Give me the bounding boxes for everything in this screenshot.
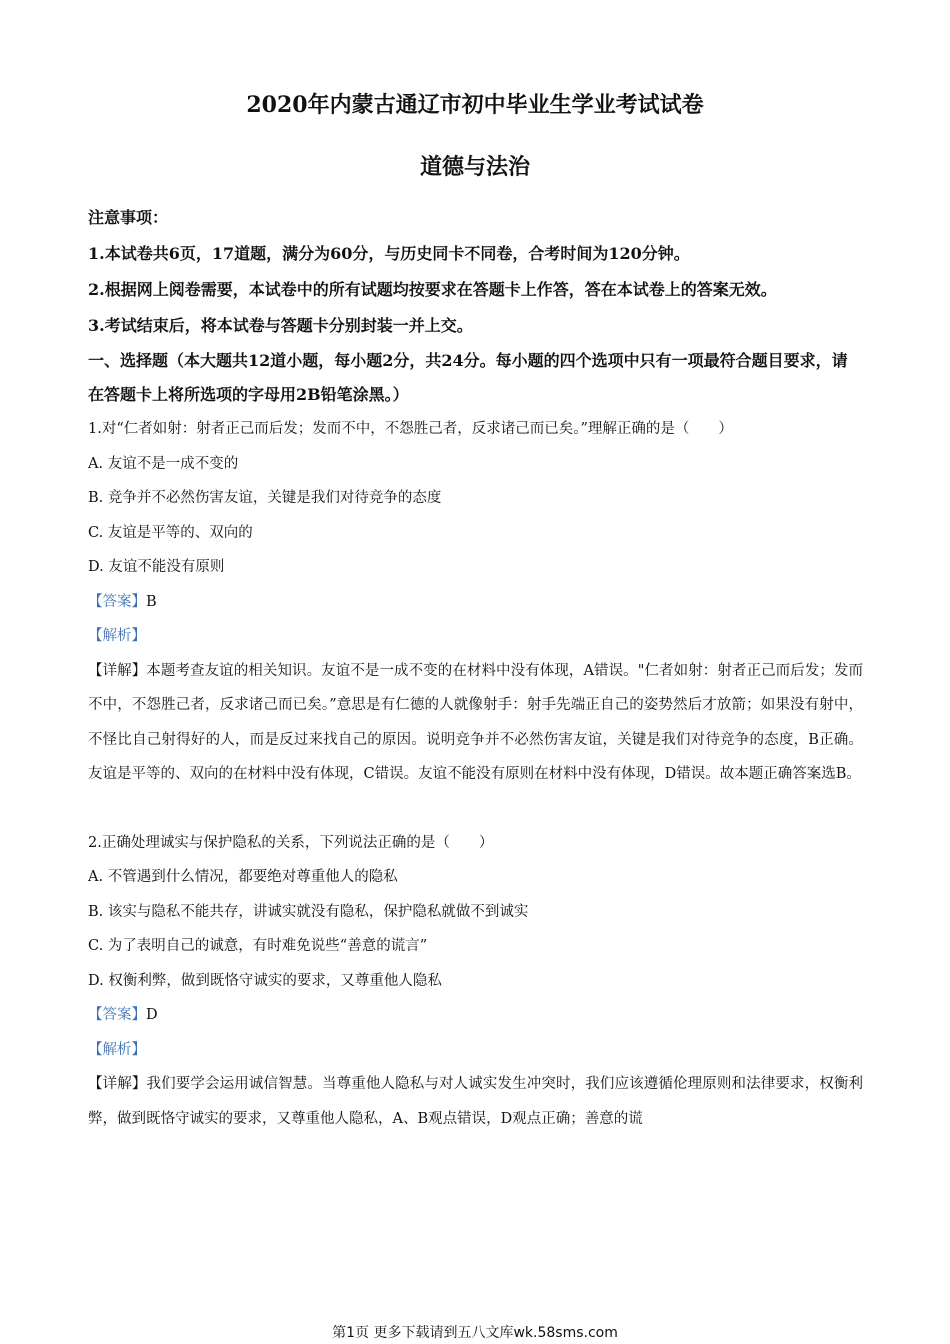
question-option: B. 竞争并不必然伤害友谊，关键是我们对待竞争的态度 bbox=[88, 490, 442, 506]
detail-text: 本题考查友谊的相关知识。友谊不是一成不变的在材料中没有体现，A错误。"仁者如射：射者正己而后发；发而不中，不怨胜己者，反求诸己而已矣。”意思是有仁德的人就像射手：射手先端正自己的姿势然后才放箭；如果没有射中，不怪比自己射得好的人，而是反过来找自己的原因。说明竞争并不必然伤害友谊，关键是我们对待竞争的态度，B正确。友谊是平等的、双向的在材料中没有体现，C错误。友谊不能没有原则在材料中没有体现，D错误。故本题正确答案选B。 bbox=[88, 662, 864, 782]
question-option: C. 为了表明自己的诚意，有时难免说些“善意的谎言” bbox=[88, 938, 428, 954]
analysis-label: 【解析】 bbox=[88, 1041, 146, 1058]
question-option: B. 该实与隐私不能共存，讲诚实就没有隐私，保护隐私就做不到诚实 bbox=[88, 903, 529, 920]
notice-item: 2.根据网上阅卷需要，本试卷中的所有试题均按要求在答题卡上作答，答在本试卷上的答案无效。 bbox=[88, 280, 777, 299]
answer-label: 【答案】 bbox=[88, 1007, 146, 1023]
question-option: A. 友谊不是一成不变的 bbox=[88, 455, 239, 472]
detail-paragraph bbox=[88, 1067, 863, 1136]
notice-heading: 注意事项： bbox=[88, 208, 169, 227]
exam-title: 2020年内蒙古通辽市初中毕业生学业考试试卷 bbox=[246, 92, 704, 118]
question-stem: 1.对“仁者如射：射者正己而后发；发而不中，不怨胜己者，反求诸己而已矣。”理解正确的是（ ） bbox=[88, 421, 733, 437]
detail-label: 【详解】 bbox=[88, 1076, 147, 1092]
answer-label: 【答案】 bbox=[88, 593, 146, 610]
question-option: D. 权衡利弊，做到既恪守诚实的要求，又尊重他人隐私 bbox=[88, 972, 442, 989]
exam-subject: 道德与法治 bbox=[419, 154, 530, 180]
question-stem: 2.正确处理诚实与保护隐私的关系，下列说法正确的是（ ） bbox=[88, 834, 494, 851]
spacer bbox=[88, 792, 863, 826]
answer-value: D bbox=[146, 1007, 158, 1023]
notice-item: 1.本试卷共6页，17道题，满分为60分，与历史同卡不同卷，合考时间为120分钟。 bbox=[88, 244, 690, 263]
detail-label: 【详解】 bbox=[88, 662, 147, 679]
question-option: D. 友谊不能没有原则 bbox=[88, 559, 225, 575]
answer-line bbox=[88, 585, 863, 620]
notice-item: 3.考试结束后，将本试卷与答题卡分别封装一并上交。 bbox=[88, 316, 473, 335]
answer-value: B bbox=[146, 593, 157, 610]
question-option: C. 友谊是平等的、双向的 bbox=[88, 524, 253, 541]
detail-text: 我们要学会运用诚信智慧。当尊重他人隐私与对人诚实发生冲突时，我们应该遵循伦理原则和法律要求，权衡利弊，做到既恪守诚实的要求，又尊重他人隐私，A、B观点错误，D观点正确；善意的谎 bbox=[88, 1076, 863, 1127]
page-footer: 第1页 更多下载请到五八文库wk.58sms.com bbox=[332, 1325, 618, 1341]
document-body bbox=[88, 200, 863, 1136]
answer-line bbox=[88, 998, 863, 1033]
section-heading: 一、选择题（本大题共12道小题，每小题2分，共24分。每小题的四个选项中只有一项最符合题目要求，请在答题卡上将所选项的字母用2B铅笔涂黑。） bbox=[88, 351, 848, 404]
analysis-label: 【解析】 bbox=[88, 628, 146, 644]
question-option: A. 不管遇到什么情况，都要绝对尊重他人的隐私 bbox=[88, 869, 398, 885]
detail-paragraph bbox=[88, 654, 863, 792]
